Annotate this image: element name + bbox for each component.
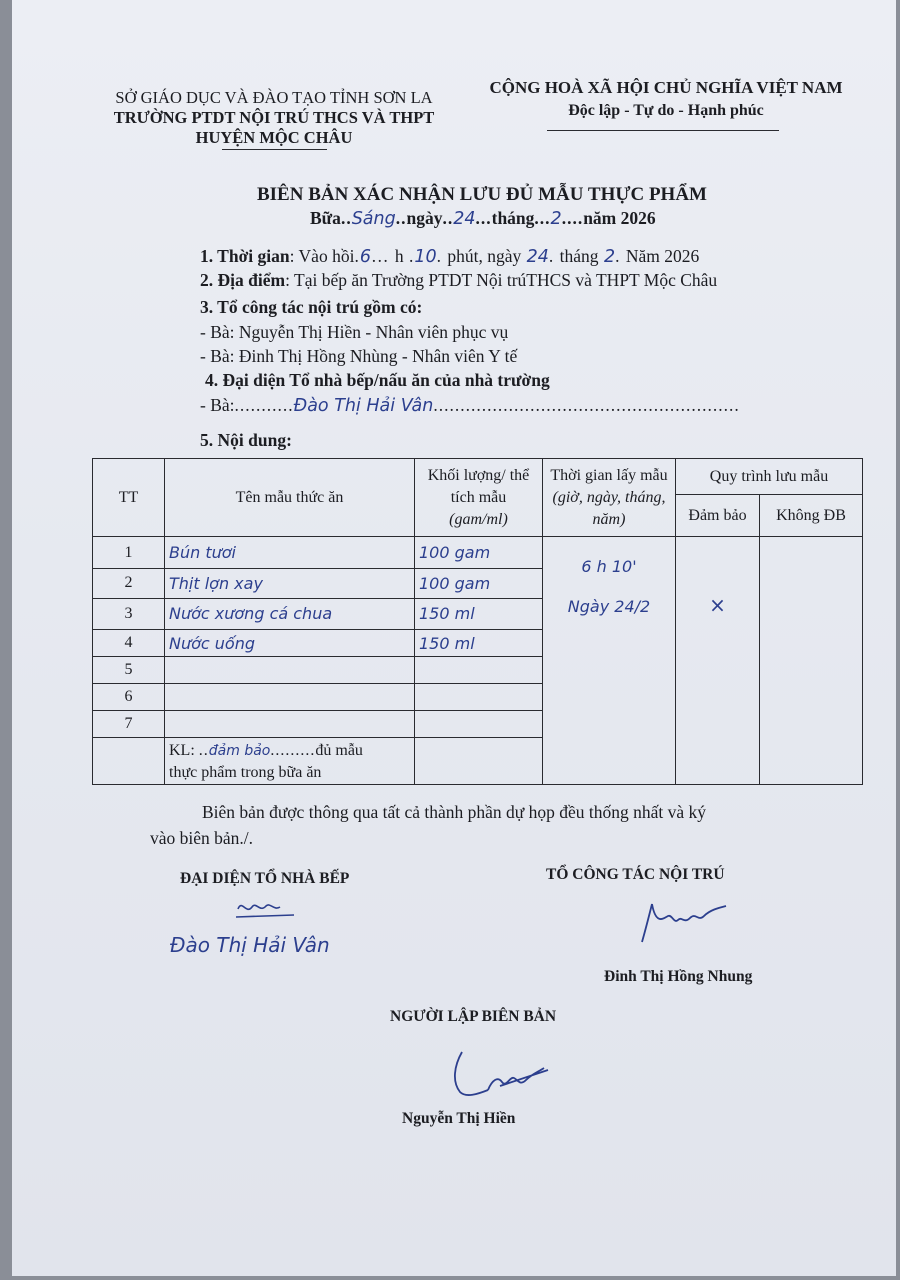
- country-slogan: Độc lập - Tự do - Hạnh phúc: [568, 102, 764, 119]
- col-header-tt: TT: [93, 459, 165, 537]
- month-handwritten: 2: [550, 209, 562, 229]
- col-header-name: Tên mẫu thức ăn: [165, 459, 415, 537]
- district-name: HUYỆN MỘC CHÂU: [195, 128, 353, 147]
- table-row: 2 Thịt lợn xay 100 gam: [93, 568, 863, 598]
- day-handwritten: 24: [453, 209, 476, 229]
- board-signature-icon: [634, 898, 734, 948]
- table-row: 4 Nước uống 150 ml: [93, 630, 863, 657]
- committee-member-1: - Bà: Nguyễn Thị Hiền - Nhân viên phục vụ: [200, 322, 509, 342]
- conclusion-cell: KL: ..đảm bảo.........đủ mẫu thực phẩm trong bữa ăn: [165, 737, 415, 784]
- board-sign-title: TỔ CÔNG TÁC NỘI TRÚ: [546, 866, 725, 883]
- recorder-sign-title: NGƯỜI LẬP BIÊN BẢN: [390, 1008, 557, 1025]
- time-line: 1. Thời gian: Vào hồi.6… h .10. phút, ngày 24. tháng 2. Năm 2026: [200, 246, 700, 267]
- table-row: 6: [93, 684, 863, 711]
- content-heading: 5. Nội dung:: [200, 430, 292, 450]
- school-name: TRƯỜNG PTDT NỘI TRÚ THCS VÀ THPT: [113, 108, 435, 127]
- document-title: BIÊN BẢN XÁC NHẬN LƯU ĐỦ MẪU THỰC PHẨM: [256, 184, 707, 205]
- recorder-sign-name: Nguyễn Thị Hiền: [402, 1110, 516, 1127]
- header-right-underline: [547, 130, 779, 131]
- closing-line-2: vào biên bản./.: [150, 828, 254, 848]
- col-header-process: Quy trình lưu mẫu: [676, 459, 863, 495]
- committee-heading: 3. Tổ công tác nội trú gồm có:: [200, 297, 423, 317]
- header-left-underline: [222, 149, 327, 150]
- board-sign-name: Đinh Thị Hồng Nhung: [604, 968, 753, 985]
- meal-date-line: Bữa..Sáng..ngày..24...tháng...2....năm 2026: [310, 208, 656, 229]
- table-row: 3 Nước xương cá chua 150 ml: [93, 598, 863, 629]
- document-sheet: [12, 0, 896, 1276]
- kitchen-rep-handwritten: Đào Thị Hải Vân: [293, 396, 434, 416]
- col-header-weight: Khối lượng/ thể tích mẫu (gam/ml): [415, 459, 543, 537]
- country-motto: CỘNG HOÀ XÃ HỘI CHỦ NGHĨA VIỆT NAM: [489, 78, 843, 97]
- table-row: 5: [93, 657, 863, 684]
- location-line: 2. Địa điểm: Tại bếp ăn Trường PTDT Nội trúTHCS và THPT Mộc Châu: [200, 270, 718, 290]
- notok-cell: [760, 537, 863, 785]
- ok-mark-cell: ×: [676, 537, 760, 785]
- col-header-notok: Không ĐB: [760, 495, 863, 537]
- kitchen-signature-icon: [232, 893, 302, 923]
- sample-time-cell: 6 h 10' Ngày 24/2: [543, 537, 676, 785]
- table-row: 1 Bún tươi 100 gam 6 h 10' Ngày 24/2 ×: [93, 537, 863, 568]
- kitchen-sign-name: Đào Thị Hải Vân: [170, 933, 330, 957]
- table-row: 7: [93, 711, 863, 737]
- kitchen-sign-title: ĐẠI DIỆN TỔ NHÀ BẾP: [180, 870, 350, 887]
- kitchen-rep-heading: 4. Đại diện Tổ nhà bếp/nấu ăn của nhà trường: [205, 370, 550, 390]
- sample-table: [92, 458, 863, 785]
- department-name: SỞ GIÁO DỤC VÀ ĐÀO TẠO TỈNH SƠN LA: [115, 88, 433, 107]
- kitchen-rep-line: - Bà:...........Đào Thị Hải Vân.........................................................: [200, 395, 740, 416]
- meal-handwritten: Sáng: [351, 209, 396, 229]
- col-header-ok: Đảm bảo: [676, 495, 760, 537]
- closing-line-1: Biên bản được thông qua tất cả thành phần dự họp đều thống nhất và ký: [202, 802, 707, 822]
- col-header-time: Thời gian lấy mẫu (giờ, ngày, tháng, năm): [543, 459, 676, 537]
- recorder-signature-icon: [448, 1046, 558, 1106]
- committee-member-2: - Bà: Đinh Thị Hồng Nhùng - Nhân viên Y tế: [200, 346, 518, 366]
